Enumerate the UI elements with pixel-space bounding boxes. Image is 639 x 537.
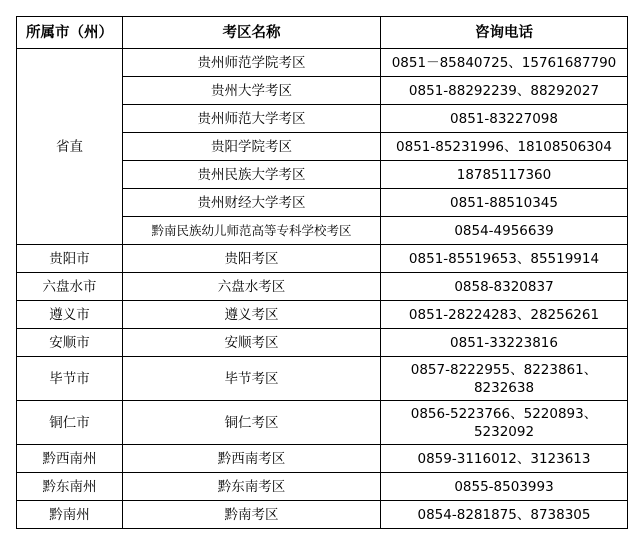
table-row [17, 401, 628, 445]
phone-cell: 0851-33223816 [381, 329, 628, 357]
phone-cell: 0854-8281875、8738305 [381, 501, 628, 529]
city-cell: 铜仁市 [17, 401, 123, 445]
city-cell: 贵阳市 [17, 245, 123, 273]
area-cell: 毕节考区 [123, 357, 381, 401]
phone-cell: 0851－85840725、15761687790 [381, 49, 628, 77]
area-cell: 铜仁考区 [123, 401, 381, 445]
area-cell: 贵阳学院考区 [123, 133, 381, 161]
area-cell: 黔东南考区 [123, 473, 381, 501]
table-header-row [17, 17, 628, 49]
area-cell: 贵州财经大学考区 [123, 189, 381, 217]
city-cell: 六盘水市 [17, 273, 123, 301]
city-cell: 毕节市 [17, 357, 123, 401]
table-row [17, 445, 628, 473]
area-cell: 贵州师范学院考区 [123, 49, 381, 77]
table-row [17, 329, 628, 357]
phone-cell: 0851-85519653、85519914 [381, 245, 628, 273]
phone-cell: 0851-88510345 [381, 189, 628, 217]
contact-table-container [16, 16, 628, 529]
table-row [17, 357, 628, 401]
area-cell: 遵义考区 [123, 301, 381, 329]
area-cell: 贵州民族大学考区 [123, 161, 381, 189]
city-cell: 黔南州 [17, 501, 123, 529]
phone-cell: 0858-8320837 [381, 273, 628, 301]
area-cell: 黔南民族幼儿师范高等专科学校考区 [123, 217, 381, 245]
table-row [17, 273, 628, 301]
city-cell: 安顺市 [17, 329, 123, 357]
phone-cell: 0854-4956639 [381, 217, 628, 245]
area-cell: 贵州师范大学考区 [123, 105, 381, 133]
phone-cell: 0856-5223766、5220893、5232092 [381, 401, 628, 445]
header-area: 考区名称 [123, 17, 381, 49]
city-cell: 黔东南州 [17, 473, 123, 501]
phone-cell: 0855-8503993 [381, 473, 628, 501]
phone-cell: 0851-28224283、28256261 [381, 301, 628, 329]
phone-cell: 0851-85231996、18108506304 [381, 133, 628, 161]
table-row [17, 473, 628, 501]
area-cell: 安顺考区 [123, 329, 381, 357]
phone-cell: 0851-83227098 [381, 105, 628, 133]
city-cell: 遵义市 [17, 301, 123, 329]
table-row [17, 501, 628, 529]
exam-area-contact-table [16, 16, 628, 529]
table-row [17, 49, 628, 77]
phone-cell: 0859-3116012、3123613 [381, 445, 628, 473]
city-cell: 黔西南州 [17, 445, 123, 473]
area-cell: 黔西南考区 [123, 445, 381, 473]
city-cell: 省直 [17, 49, 123, 245]
area-cell: 贵州大学考区 [123, 77, 381, 105]
table-row [17, 301, 628, 329]
phone-cell: 0851-88292239、88292027 [381, 77, 628, 105]
header-city: 所属市（州） [17, 17, 123, 49]
area-cell: 贵阳考区 [123, 245, 381, 273]
header-phone: 咨询电话 [381, 17, 628, 49]
phone-cell: 18785117360 [381, 161, 628, 189]
area-cell: 六盘水考区 [123, 273, 381, 301]
table-row [17, 245, 628, 273]
area-cell: 黔南考区 [123, 501, 381, 529]
phone-cell: 0857-8222955、8223861、8232638 [381, 357, 628, 401]
